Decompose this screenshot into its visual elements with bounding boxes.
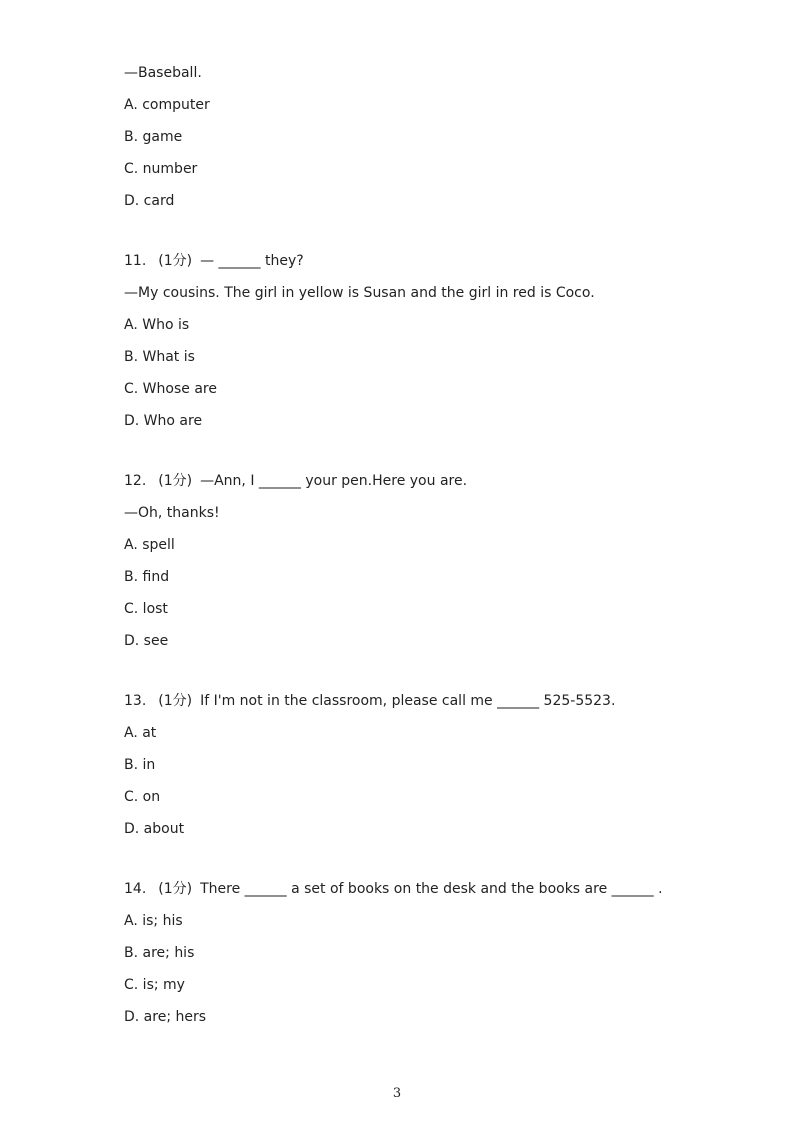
option-c: C. lost	[124, 601, 168, 617]
question-stem: There ______ a set of books on the desk and the books are ______ .	[200, 881, 663, 897]
option-d: D. card	[124, 193, 175, 209]
question-score: (1分)	[158, 881, 193, 897]
question-13	[124, 690, 744, 850]
question-stem: —Ann, I ______ your pen.Here you are.	[200, 473, 468, 489]
option-a: A. at	[124, 725, 157, 741]
question-12	[124, 470, 744, 662]
option-c: C. on	[124, 789, 161, 805]
option-a: A. computer	[124, 97, 210, 113]
question-header	[124, 690, 744, 722]
question-score: (1分)	[158, 473, 193, 489]
option-b: B. What is	[124, 349, 195, 365]
option-b: B. game	[124, 129, 183, 145]
question-number: 11.	[124, 253, 147, 269]
page-number: 3	[392, 1086, 402, 1101]
question-extra-line: —Oh, thanks!	[124, 505, 220, 521]
option-c: C. is; my	[124, 977, 185, 993]
question-score: (1分)	[158, 693, 193, 709]
option-c: C. number	[124, 161, 198, 177]
question-stem: If I'm not in the classroom, please call me ______ 525-5523.	[200, 693, 616, 709]
question-score: (1分)	[158, 253, 193, 269]
question-header	[124, 878, 744, 910]
question-number: 13.	[124, 693, 147, 709]
question-number: 14.	[124, 881, 147, 897]
question-14	[124, 878, 744, 1038]
option-a: A. spell	[124, 537, 175, 553]
option-b: B. in	[124, 757, 156, 773]
option-c: C. Whose are	[124, 381, 217, 397]
answer-line: —Baseball.	[124, 65, 202, 81]
option-b: B. find	[124, 569, 170, 585]
question-11	[124, 250, 744, 442]
question-10-continuation	[124, 62, 744, 222]
question-header	[124, 470, 744, 502]
question-stem: — ______ they?	[200, 253, 304, 269]
option-d: D. about	[124, 821, 185, 837]
option-a: A. is; his	[124, 913, 183, 929]
option-d: D. are; hers	[124, 1009, 207, 1025]
option-b: B. are; his	[124, 945, 195, 961]
option-d: D. see	[124, 633, 169, 649]
option-d: D. Who are	[124, 413, 203, 429]
option-a: A. Who is	[124, 317, 190, 333]
question-number: 12.	[124, 473, 147, 489]
page-content	[124, 62, 744, 1038]
question-extra-line: —My cousins. The girl in yellow is Susan and the girl in red is Coco.	[124, 285, 595, 301]
question-header	[124, 250, 744, 282]
